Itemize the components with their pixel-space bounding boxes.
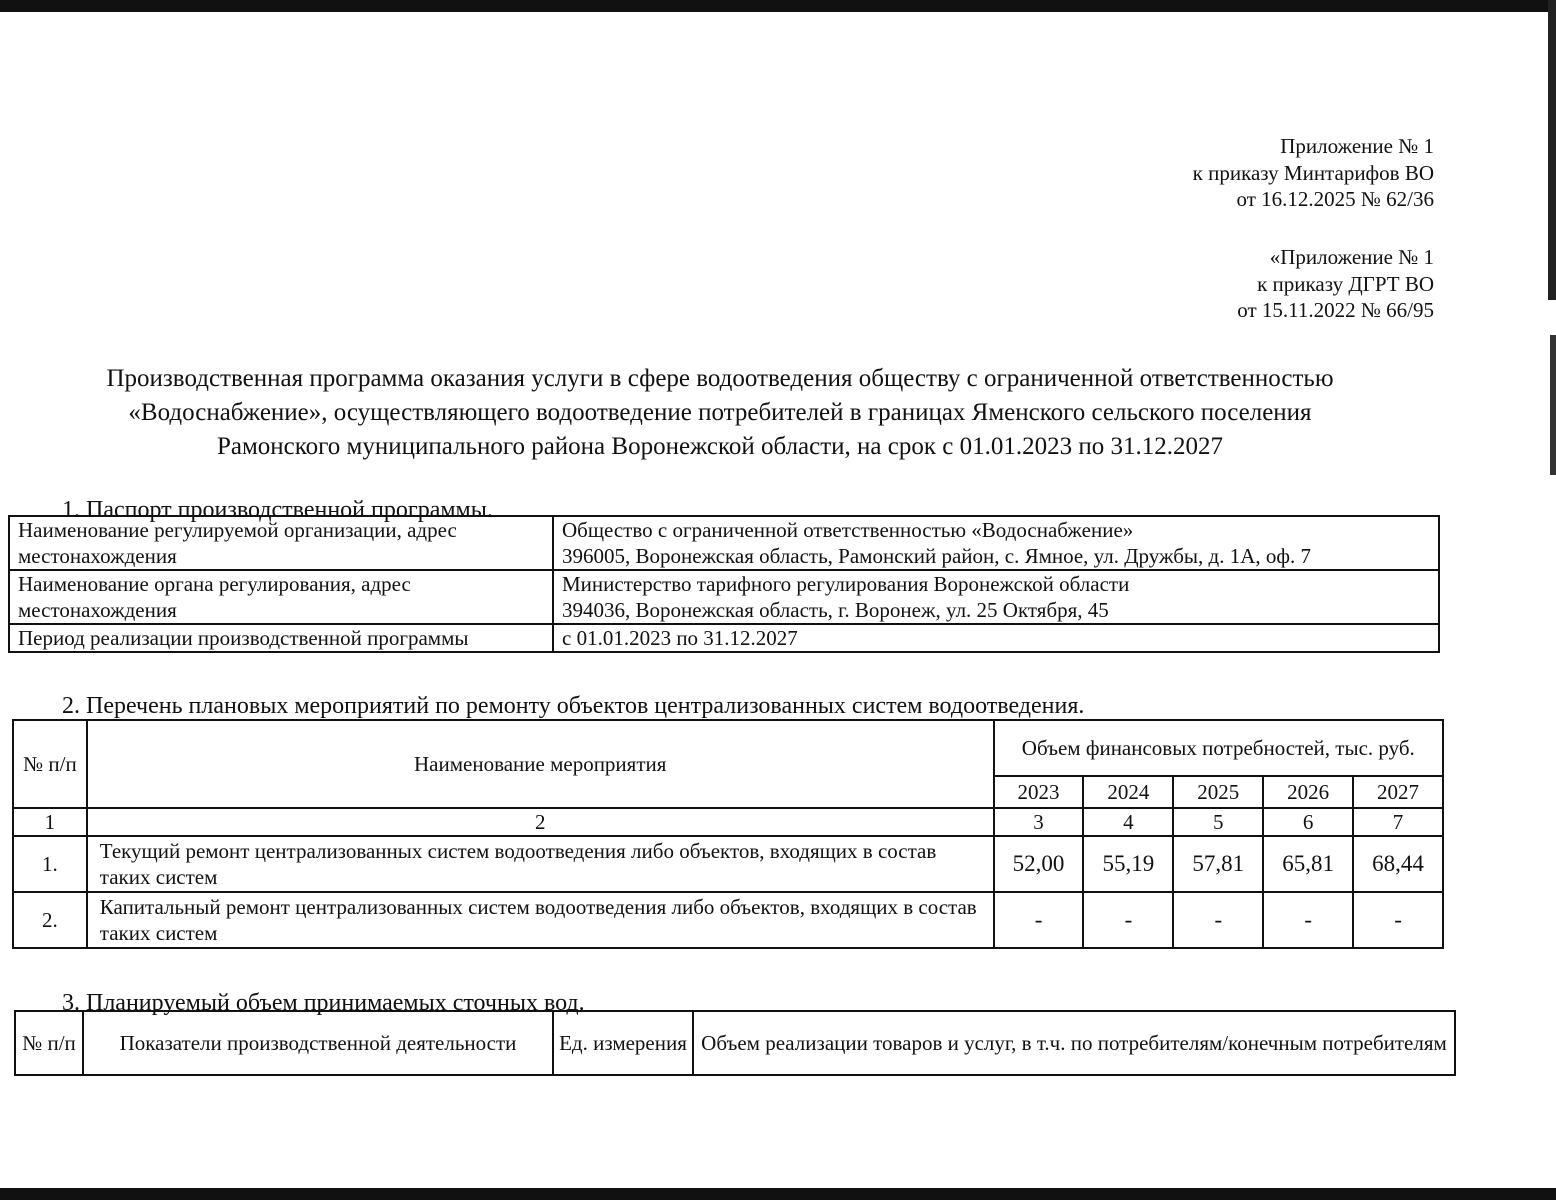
table-row	[9, 570, 1439, 624]
scan-border-right-lower	[1550, 335, 1556, 475]
appendix-order: к приказу Минтарифов ВО	[1192, 160, 1434, 185]
appendix-date-original: от 15.11.2022 № 66/95	[1237, 298, 1434, 322]
header-financing: Объем финансовых потребностей, тыс. руб.	[994, 720, 1443, 776]
index-cell: 2	[87, 808, 994, 836]
repair-measures-table	[12, 719, 1444, 949]
wastewater-volume-table	[14, 1010, 1456, 1076]
table-index-row	[13, 808, 1443, 836]
appendix-number-original: «Приложение № 1	[1269, 245, 1434, 269]
table-row	[9, 624, 1439, 652]
header-num: № п/п	[15, 1011, 83, 1075]
index-cell: 1	[13, 808, 87, 836]
index-cell: 5	[1173, 808, 1263, 836]
title-line: Производственная программа оказания услуги в сфере водоотведения обществу с ограниченной ответственностью	[106, 365, 1334, 392]
appendix-header-current	[1193, 133, 1434, 213]
row-value: 52,00	[994, 836, 1084, 892]
row-value: 57,81	[1173, 836, 1263, 892]
row-value: -	[1083, 892, 1173, 948]
index-cell: 3	[994, 808, 1084, 836]
header-name: Наименование мероприятия	[87, 720, 994, 808]
row-name: Капитальный ремонт централизованных систем водоотведения либо объектов, входящих в состав таких систем	[87, 892, 994, 948]
title-line: Рамонского муниципального района Воронежской области, на срок с 01.01.2023 по 31.12.2027	[216, 433, 1223, 460]
passport-value-line: 396005, Воронежская область, Рамонский район, с. Ямное, ул. Дружбы, д. 1А, оф. 7	[562, 544, 1311, 568]
section1-title: 1. Паспорт производственной программы.	[62, 497, 493, 523]
appendix-number: Приложение № 1	[1280, 134, 1434, 158]
passport-value	[553, 516, 1439, 570]
row-name: Текущий ремонт централизованных систем водоотведения либо объектов, входящих в состав таких систем	[87, 836, 994, 892]
row-value: -	[1173, 892, 1263, 948]
document-title	[20, 362, 1420, 464]
row-num: 2.	[13, 892, 87, 948]
index-cell: 4	[1083, 808, 1173, 836]
passport-label: Период реализации производственной программы	[9, 624, 553, 652]
header-num: № п/п	[13, 720, 87, 808]
header-volume: Объем реализации товаров и услуг, в т.ч. по потребителям/конечным потребителям	[693, 1011, 1455, 1075]
passport-value-line: 394036, Воронежская область, г. Воронеж, ул. 25 Октября, 45	[562, 598, 1109, 622]
row-value: 65,81	[1263, 836, 1353, 892]
header-indicator: Показатели производственной деятельности	[83, 1011, 553, 1075]
row-value: -	[1353, 892, 1443, 948]
passport-value-line: Общество с ограниченной ответственностью «Водоснабжение»	[562, 518, 1134, 542]
index-cell: 6	[1263, 808, 1353, 836]
row-value: -	[1263, 892, 1353, 948]
passport-value-line: Министерство тарифного регулирования Воронежской области	[562, 572, 1130, 596]
appendix-order-original: к приказу ДГРТ ВО	[1257, 271, 1434, 296]
scan-border-bottom	[0, 1188, 1556, 1200]
scan-border-right	[1548, 0, 1556, 300]
appendix-header-original	[1237, 244, 1434, 324]
passport-label: Наименование органа регулирования, адрес местонахождения	[9, 570, 553, 624]
index-cell: 7	[1353, 808, 1443, 836]
year-cell: 2025	[1173, 776, 1263, 808]
passport-value: с 01.01.2023 по 31.12.2027	[553, 624, 1439, 652]
section2-title: 2. Перечень плановых мероприятий по ремонту объектов централизованных систем водоотведения.	[62, 693, 1085, 719]
appendix-date: от 16.12.2025 № 62/36	[1236, 187, 1434, 211]
passport-table	[8, 515, 1440, 653]
table-header-row	[15, 1011, 1455, 1075]
row-num: 1.	[13, 836, 87, 892]
scan-border-top	[0, 0, 1556, 12]
row-value: 68,44	[1353, 836, 1443, 892]
year-cell: 2023	[994, 776, 1084, 808]
table-row	[13, 836, 1443, 892]
row-value: 55,19	[1083, 836, 1173, 892]
passport-value	[553, 570, 1439, 624]
table-row	[13, 892, 1443, 948]
section3-title: 3. Планируемый объем принимаемых сточных вод.	[62, 990, 585, 1016]
year-cell: 2024	[1083, 776, 1173, 808]
passport-label: Наименование регулируемой организации, адрес местонахождения	[9, 516, 553, 570]
title-line: «Водоснабжение», осуществляющего водоотведение потребителей в границах Яменского сельского поселения	[128, 399, 1312, 426]
row-value: -	[994, 892, 1084, 948]
table-row	[9, 516, 1439, 570]
header-unit: Ед. измерения	[553, 1011, 693, 1075]
table-header-row	[13, 720, 1443, 776]
year-cell: 2027	[1353, 776, 1443, 808]
year-cell: 2026	[1263, 776, 1353, 808]
